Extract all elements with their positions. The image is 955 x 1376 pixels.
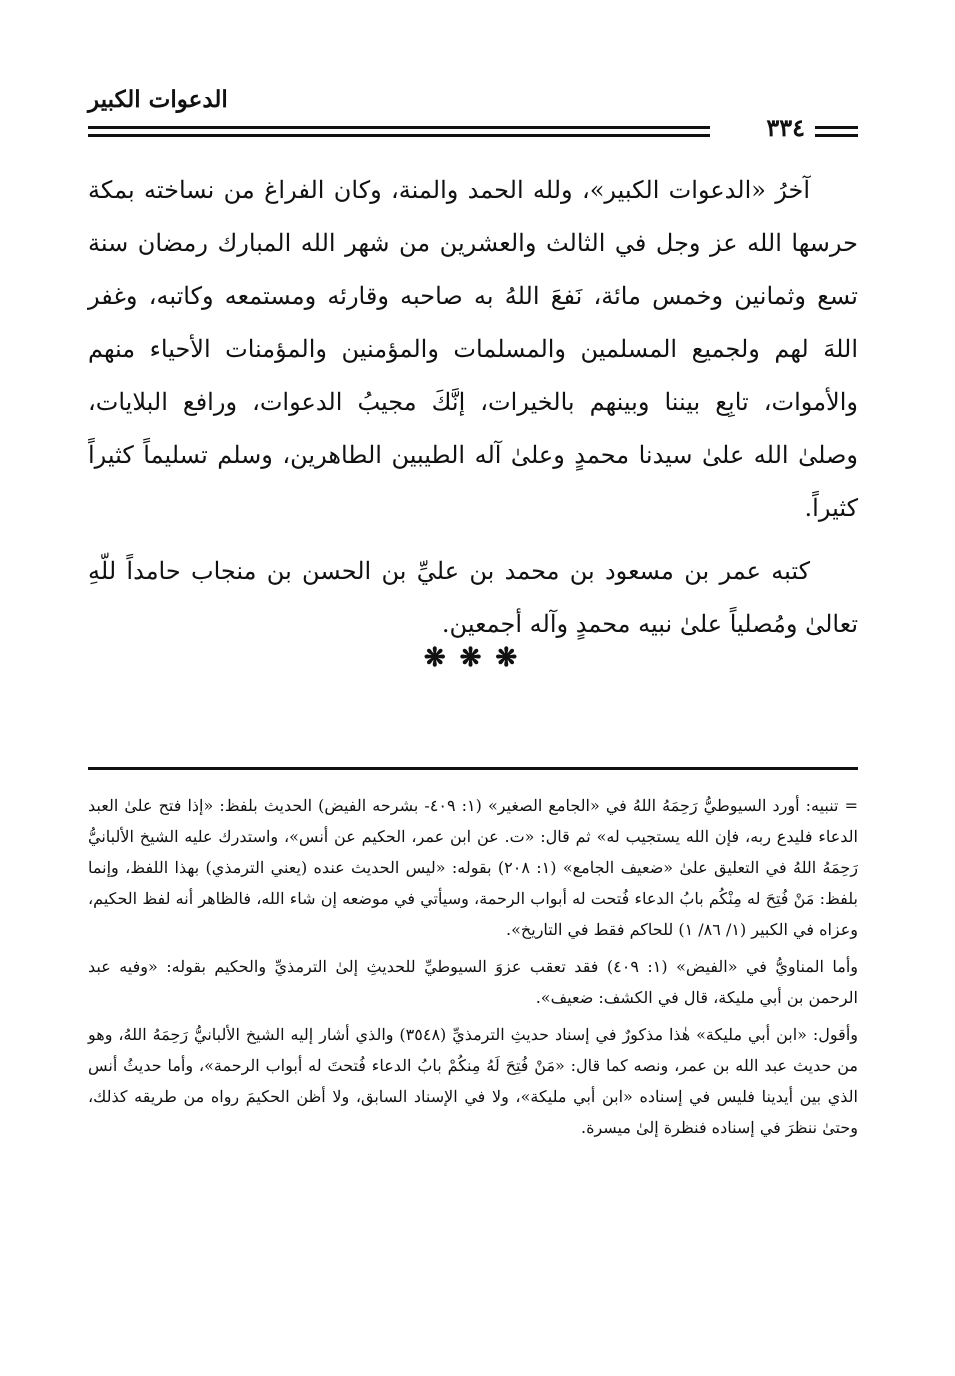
running-title: الدعوات الكبير [88, 86, 228, 113]
main-text [88, 164, 858, 651]
page-number: ٣٣٤ [756, 112, 815, 144]
header-rule [88, 134, 710, 137]
colophon-paragraph: آخرُ «الدعوات الكبير»، ولله الحمد والمنة، وكان الفراغ من نساخته بمكة حرسها الله عز وجل في الثالث والعشرين من شهر الله المبارك رمضان سنة تسع وثمانين وخمس مائة، نَفعَ اللهُ به صاحبه وقارئه ومستمعه وكاتبه، وغفر اللهَ لهم ولجميع المسلمين والمسلمات والمؤمنين والمؤمنات الأحياء منهم والأموات، تابِع بيننا وبينهم بالخيرات، إنَّكَ مجيبُ الدعوات، ورافع البلايات، وصلىٰ الله علىٰ سيدنا محمدٍ وعلىٰ آله الطيبين الطاهرين، وسلم تسليماً كثيراً كثيراً. [88, 176, 858, 522]
footnote-paragraph: = تنبيه: أورد السيوطيُّ رَحِمَهُ اللهُ في «الجامع الصغير» (١: ٤٠٩- بشرحه الفيض) الحديث بلفظ: «إذا فتح علىٰ العبد الدعاء فليدع ربه، فإن الله يستجيب له» ثم قال: «ت. عن ابن عمر، الحكيم عن أنس»، واستدرك عليه الشيخ الألبانيُّ رَحِمَهُ اللهُ في التعليق علىٰ «ضعيف الجامع» (١: ٢٠٨) بقوله: «ليس الحديث عنده (يعني الترمذي) بهذا اللفظ، وإنما بلفظ: مَنْ فُتِحَ له مِنْكُم بابُ الدعاء فُتحت له أبواب الرحمة، وسيأتي في موضعه إن شاء الله، فالظاهر أنه لفظ الحكيم، وعزاه في الكبير (١/ ٨٦/ ١) للحاكم فقط في التاريخ». [88, 796, 858, 939]
footnotes [88, 790, 858, 1149]
footnote-paragraph: وأما المناويُّ في «الفيض» (١: ٤٠٩) فقد تعقب عزوَ السيوطيِّ للحديثِ إلىٰ الترمذيِّ والحكيم بقوله: «وفيه عبد الرحمن بن أبي مليكة، قال في الكشف: ضعيف». [88, 957, 858, 1007]
footnote-paragraph: وأقول: «ابن أبي مليكة» هٰذا مذكورٌ في إسناد حديثِ الترمذيِّ (٣٥٤٨) والذي أشار إليه الشيخ الألبانيُّ رَحِمَهُ اللهُ، وهو من حديث عبد الله بن عمر، ونصه كما قال: «مَنْ فُتِحَ لَهُ مِنكُمْ بابُ الدعاء فُتحتَ له أبواب الرحمة»، وأما حديثُ أنس الذي بين أيدينا فليس في إسناده «ابن أبي مليكة»، ولا في الإسناد السابق، ولا أظن الحكيمَ رواه من طريقه كذلك، وحتىٰ ننظرَ في إسناده فنظرة إلىٰ ميسرة. [88, 1025, 858, 1137]
footnote-separator [88, 767, 858, 770]
scribe-paragraph: كتبه عمر بن مسعود بن محمد بن عليِّ بن الحسن بن منجاب حامداً للّهِ تعالىٰ ومُصلياً علىٰ نبيه محمدٍ وآله أجمعين. [88, 557, 858, 638]
section-end-mark: ❋❋❋ [423, 643, 532, 673]
header-rule [88, 126, 710, 129]
